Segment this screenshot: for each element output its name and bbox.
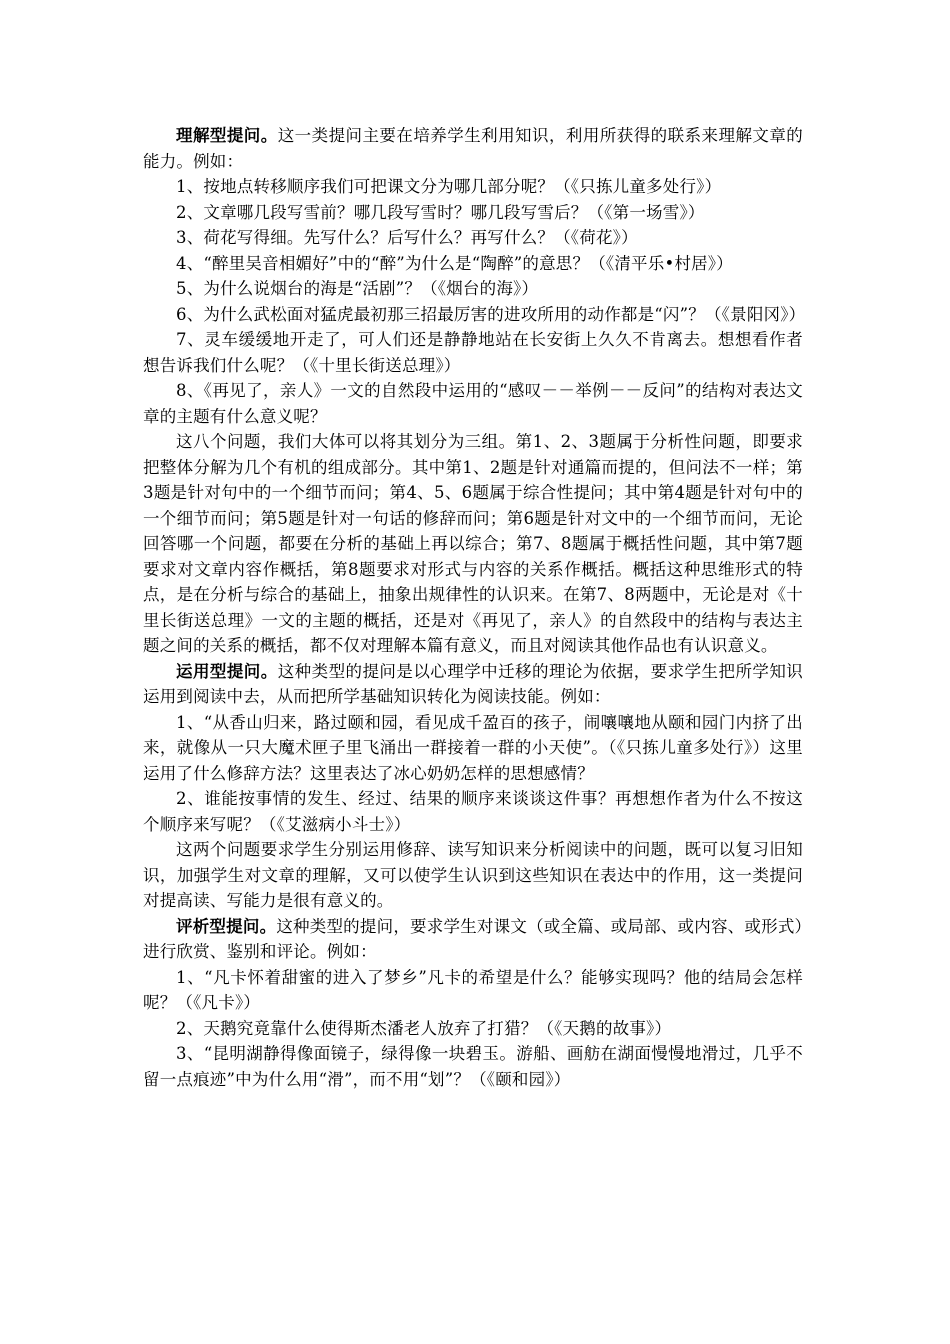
section-heading: 运用型提问。 [176,661,278,681]
question-item: 5、为什么说烟台的海是“活剧”？（《烟台的海》） [176,279,539,298]
document-body [143,123,806,1092]
section-summary: 这八个问题，我们大体可以将其划分为三组。第1、2、3题属于分析性问题，即要求把整体分解为几个有机的组成部分。其中第1、2题是针对通篇而提的，但问法不一样；第3题是针对句中的一个细节而问；第4、5、6题属于综合性提问；其中第4题是针对句中的一个细节而问；第5题是针对一句话的修辞而问；第6题是针对文中的一个细节而问，无论回答哪一个问题，都要在分析的基础上再以综合；第7、8题属于概括性问题，其中第7题要求对文章内容作概括，第8题要求对形式与内容的关系作概括。概括这种思维形式的特点，是在分析与综合的基础上，抽象出规律性的认识来。在第7、8两题中，无论是对《十里长街送总理》一文的主题的概括，还是对《再见了，亲人》的自然段中的结构与表达主题之间的关系的概括，都不仅对理解本篇有意义，而且对阅读其他作品也有认识意义。 [143,432,803,655]
section-intro: 这种类型的提问是以心理学中迁移的理论为依据，要求学生把所学知识运用到阅读中去，从而把所学基础知识转化为阅读技能。例如： [143,661,803,706]
question-item: 1、“凡卡怀着甜蜜的进入了梦乡”凡卡的希望是什么？能够实现吗？他的结局会怎样呢？（《凡卡》） [143,967,803,1012]
section-heading: 理解型提问。 [176,126,278,145]
section-intro-paragraph [143,914,803,965]
section-intro: 这种类型的提问，要求学生对课文（或全篇、或局部、或内容、或形式）进行欣赏、鉴别和评论。例如： [143,916,803,961]
question-item: 2、文章哪几段写雪前？哪几段写雪时？哪几段写雪后？（《第一场雪》） [176,202,705,222]
question-item: 1、按地点转移顺序我们可把课文分为哪几部分呢？（《只拣儿童多处行》） [176,177,722,196]
section-intro-paragraph [143,659,803,710]
question-item: 3、“昆明湖静得像面镜子，绿得像一块碧玉。游船、画舫在湖面慢慢地滑过，几乎不留一点痕迹”中为什么用“滑”，而不用“划”？（《颐和园》） [143,1044,803,1089]
question-item: 2、天鹅究竟靠什么使得斯杰潘老人放弃了打猎？（《天鹅的故事》） [176,1018,672,1038]
section-summary: 这两个问题要求学生分别运用修辞、读写知识来分析阅读中的问题，既可以复习旧知识，加强学生对文章的理解，又可以使学生认识到这些知识在表达中的作用，这一类提问对提高读、写能力是很有意义的。 [143,840,803,910]
question-item: 7、灵车缓缓地开走了，可人们还是静静地站在长安街上久久不肯离去。想想看作者想告诉我们什么呢？（《十里长街送总理》） [143,330,803,375]
question-item: 4、“醉里吴音相媚好”中的“醉”为什么是“陶醉”的意思？（《清平乐•村居》） [176,253,733,273]
question-item: 6、为什么武松面对猛虎最初那三招最厉害的进攻所用的动作都是“闪”？（《景阳冈》） [176,304,806,324]
question-item: 3、荷花写得细。先写什么？后写什么？再写什么？（《荷花》） [176,228,638,247]
section-intro: 这一类提问主要在培养学生利用知识，利用所获得的联系来理解文章的能力。例如： [143,126,803,171]
question-item: 2、谁能按事情的发生、经过、结果的顺序来谈谈这件事？再想想作者为什么不按这个顺序来写呢？（《艾滋病小斗士》） [143,789,803,834]
section-heading: 评析型提问。 [176,916,277,936]
question-item: 1、“从香山归来，路过颐和园，看见成千盈百的孩子，闹嚷嚷地从颐和园门内挤了出来，就像从一只大魔术匣子里飞涌出一群接着一群的小天使”。（《只拣儿童多处行》）这里运用了什么修辞方法？这里表达了冰心奶奶怎样的思想感情？ [143,712,803,783]
question-item: 8、《再见了，亲人》一文的自然段中运用的“感叹－－举例－－反问”的结构对表达文章的主题有什么意义呢？ [143,381,803,426]
section-intro-paragraph [143,123,803,174]
